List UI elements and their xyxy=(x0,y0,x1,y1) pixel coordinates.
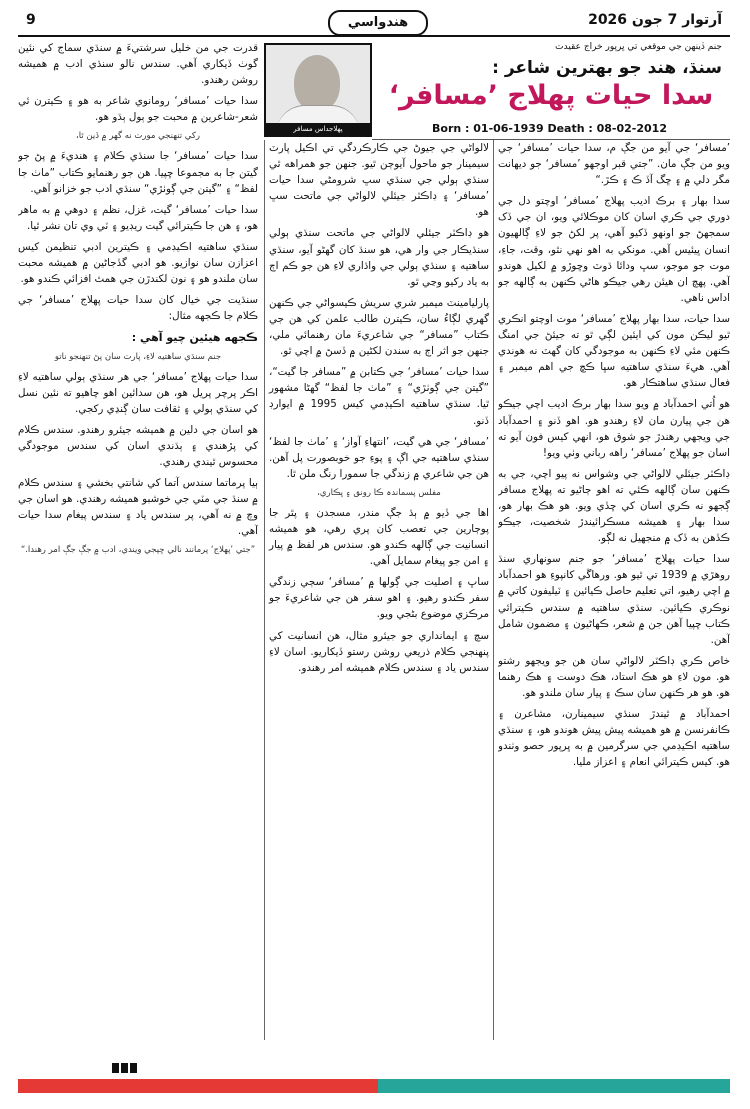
paragraph: سدا حيات، سدا بهار پهلاج ’مسافر‘ موت اوچتو انڪري ٿيو ليڪن مون کي ايئين لڳي ٿو ته جيئڻ جي امنگ ڪنهن مئي لاءِ ڪنهن به موجودگي کان گهٽ نه هوندي آهي. هيءَ سنڌي ساهتيه سڀا ڪڇ جي اهم ميمبر ۽ فعال سنڌي ساهتڪار هو. xyxy=(498,312,730,390)
paragraph: سدا حيات ’مسافر‘ رومانوي شاعر به هو ۽ ڪيترن ئي شعر-شاعرين ۾ محبت جو ٻول ٻڌو هو. xyxy=(18,95,258,124)
photo-caption: پهلاجداس مسافر xyxy=(266,123,370,135)
paragraph: ساڀ ۽ اصليت جي ڳولها ۾ ’مسافر‘ سڄي زندگي سفر ڪندو رهيو. ۽ اهو سفر هن جي شاعريءَ جو مرڪزي موضوع بڻجي ويو. xyxy=(269,576,489,621)
paragraph: سچ ۽ ايمانداري جو جيئرو مثال، هن انسانيت کي پنهنجي ڪلام ذريعي روشن رستو ڏيکاريو. اسان لاءِ سندس ياد ۽ سندس ڪلام هميشه امر رهندو. xyxy=(269,629,489,674)
end-mark-icon xyxy=(112,1058,142,1068)
issue-date: آرتوار 7 جون 2026 xyxy=(588,12,722,28)
paragraph: ٻيا پرماتما سندس آتما کي شانتي بخشي ۽ سندس ڪلام ۾ سنڌ جي مٽي جي خوشبو هميشه رهندي. هو اسان جي وچ ۾ نه آهي، پر سندس ياد ۽ سندس پيغام سدا حيات آهي. xyxy=(18,477,258,538)
paragraph: قدرت جي من خليل سرشتيءَ ۾ سنڌي سماج کي نئين گوٺ ڏيکاري آهي. سندس نالو سنڌي ادب ۾ هميشه روشن رهندو. xyxy=(18,42,258,87)
article-headline: سدا حيات پهلاج ’مسافر‘ xyxy=(388,80,714,111)
article-kicker: جنم ڏينهن جي موقعي تي ڀرپور خراج عقيدت xyxy=(555,42,722,52)
footer-red-stripe xyxy=(18,1079,378,1093)
paragraph: ڊاڪٽر جيئلي لالواڻي جي وشواس نه پيو اچي، جي به ڪنهن سان ڳالهه ڪئي ته اهو ڄاڻيو ته پهلاج مسافر ڳجهو نه ڪري اسان کي ڇڏي ويو. هو هڪ بهار هو، سدا بهار ۽ هميشه مسڪرائيندڙ شخصيت، جيڪو ڪڏهن به ڏک ۾ منجهيل نه لڳو. xyxy=(498,467,730,545)
article-title: سنڌ، هند جو بهترين شاعر : xyxy=(492,58,722,78)
paragraph: اها جي ڏيو ۾ ٻڌ جڳ مندر، مسجدن ۽ پٿر جا پوڄارين جي تعصب کان پري رهي، هو هميشه انسانيت جي ڳالهه ڪندو هو. سندس هر لفظ ۾ پيار ۽ امن جو پيغام سمايل آهي. xyxy=(269,506,489,568)
paragraph: سنڌيت جي خيال کان سدا حيات پهلاج ’مسافر‘ جي ڪلام جا ڪجهه مثال: xyxy=(18,294,258,323)
paragraph: سدا بهار ۽ برڪ اديب پهلاج ’مسافر‘ اوچتو دل جي دوري جي ڪري اسان کان موڪلائي ويو، ان جي ڏک سمجهڻ جو اونهو ڏکيو آهي، پر لکڻ جو لاءِ ڳالهيون انسان ڀيئيس آهي. مونکي به اهو نهي نٿو، وقت، جاءِ، موت جو موجو، سڀ ودائا ڌوٽ وڇوڙو ۾ لکيل هوندو آهي. پهچ ان هيئن رهي جيڪو هاڻي ڪنهن به ڳالهه جو اداس ناهي. xyxy=(498,195,730,304)
paragraph: هو ڊاڪٽر جيئلي لالواڻي جي ماتحت سنڌي ٻولي سنڌيڪار جي وار هي، هو سنڌ کان گهڻو آيو، سنڌي ساهتيه ۽ سنڌي ٻولي جي واڌاري لاءِ هن جو ڪم اڄ به ياد رکيو وڃي ٿو. xyxy=(269,227,489,288)
paragraph: احمدآباد ۾ ٿيندڙ سنڌي سيمينارن، مشاعرن ۽ ڪانفرنسن ۾ هو هميشه پيش پيش هوندو هو، ۽ سنڌي ساهتيه اڪيڊمي جي سرگرمين ۾ به ڀرپور حصو وٺندو هو. کيس ڪيترائي انعام ۽ اعزاز مليا. xyxy=(498,708,730,769)
header-rule xyxy=(18,35,730,37)
paragraph: ’مسافر‘ جي هي گيت، ’انتهاءِ آواز‘ ۽ ’ماٺ جا لفظ‘ سنڌي ساهتيه جي اڳ ۽ پوءِ جو خوبصورت پل آهن. هن جي شاعري ۾ زندگي جا سمورا رنگ ملن ٿا. xyxy=(269,435,489,480)
verse-note: رکي تنهنجي مورت نه گهر ۾ ڏين ٿا، xyxy=(75,131,201,142)
footer-teal-stripe xyxy=(378,1079,730,1093)
column-right xyxy=(498,140,730,1040)
paragraph: پارليامينٽ ميمبر شري سريش ڪيسواڻي جي ڪنهن گهري لڳاءُ سان، ڪيترن طالب علمن کي هن جي ڪتاب ”مسافر“ جي شاعريءَ مان رهنمائي ملي، جنهن جو اثر اڄ به سندن لکڻين ۾ ڏسڻ ۾ اچي ٿو. xyxy=(269,296,489,358)
closing-quote: ”جتي ’پهلاج‘ پرمانند نالي ڇپجي ويندي، ادب ۾ جڳ جڳ امر رهندا.“ xyxy=(20,545,256,556)
paragraph: سدا حيات ’مسافر‘ جا سنڌي ڪلام ۽ هنديءَ ۾ پڻ جو گيتن جا به مجموعا ڇپيا. هن جو رهنمايو ڪتاب ”ماٺ جا لفظ“ ۽ ”گيتن جي ڳوٺڙي“ سنڌي ادب جو خزانو آهي. xyxy=(18,150,258,195)
paragraph: لالواڻي جي جيوڻ جي ڪارڪردگي تي اڪيل پارٽ سيمينار جو ماحول آيوڄن ٿيو. جنهن جو همراهه ٿي سنڌي ٻولي جي سنڌي سڀ شرومڻي سدا حيات ’مسافر‘ ۽ ڊاڪٽر جيئلي لالواڻي جي ماتحت سڀ هو. xyxy=(269,142,489,219)
column-middle xyxy=(264,140,494,1040)
portrait-photo xyxy=(264,43,372,137)
paragraph: سدا حيات ’مسافر‘ جي ڪتابن ۾ ”مسافر جا گيت“، ”گيتن جي ڳوٺڙي“ ۽ ”ماٺ جا لفظ“ گهڻا مشهور ٿيا. سنڌي ساهتيه اڪيڊمي کيس 1995 ۾ ايوارڊ ڏنو. xyxy=(269,366,489,427)
paragraph: خاص ڪري ڊاڪٽر لالواڻي سان هن جو ويجهو رشتو هو. مون لاءِ هو هڪ استاد، هڪ دوست ۽ هڪ رهنما هو. هو هر ڪنهن سان سڪ ۽ پيار سان ملندو هو. xyxy=(498,654,730,699)
subheading: ڪجهه هيئين چيو آهي : xyxy=(131,331,258,345)
portrait-face xyxy=(294,55,340,111)
paragraph: ’مسافر‘ جي آيو من جڳ م، سدا حيات ’مسافر‘ جي ويو من جڳ مان. ”جتي قبر اوجهو ’مسافر‘ جو ديهانت مگر دلي ۾ ۽ ڇگ آڏ ڪ ۽ ڪڙ.“ xyxy=(498,142,730,187)
paragraph: سنڌي ساهتيه اڪيڊمي ۽ ڪيترين ادبي تنظيمن کيس اعزازن سان نوازيو. هو ادبي گڏجاڻين ۾ هميشه محبت سان ملندو هو ۽ نون لکندڙن جي همٿ افزائي ڪندو هو. xyxy=(18,240,258,286)
page-number: 9 xyxy=(26,12,36,28)
paragraph: سدا حيات پهلاج ’مسافر‘ جي هر سنڌي ٻولي ساهتيه لاءِ اڪر پرچر پريل هو، هن سدائين اهو چاهيو ته نئين نسل کي سنڌي ٻولي ۽ ثقافت سان ڳنڍي رکجي. xyxy=(18,370,258,415)
article-title-block xyxy=(372,40,730,140)
newspaper-logo: هندواسي xyxy=(328,10,428,36)
verse-note: مفلس پسماندہ ڪا رونق ۽ ڀڪاري، xyxy=(317,487,441,498)
birth-death-dates: Born : 01-06-1939 Death : 08-02-2012 xyxy=(432,122,667,135)
footer-bar xyxy=(18,1079,730,1093)
verse-note: جنم سنڌي ساهتيه لاءِ، پارت سان پڻ تنهنجو ناتو xyxy=(54,351,222,362)
paragraph: سدا حيات پهلاج ’مسافر‘ جو جنم سونهاري سنڌ روهڙي ۾ 1939 تي ٿيو هو. ورهاڱي کانپوءِ هو احمدآباد ۾ اچي رهيو، اتي تعليم حاصل ڪيائين ۽ ٽيليفون کاتي ۾ نوڪري ڪيائين. سنڌي ساهتيه ۾ سندس ڪيترائي ڪتاب ڇپيا آهن جن ۾ شعر، ڪهاڻيون ۽ مضمون شامل آهن. xyxy=(498,553,730,646)
paragraph: هو اُتي احمدآباد ۾ ويو سدا بهار برڪ اديب اچي جيڪو هن جي پيارن مان لاءِ رهندو هو. اهو ڏنو ۽ احمدآباد جي ويجهي رهندڙ جو شوق هو، انهي کيس فون آيو ته اسان جو پهلاج ’مسافر‘ راهه رباني وٺي ويو! xyxy=(498,398,730,459)
paragraph: سدا حيات ’مسافر‘ گيت، غزل، نظم ۽ دوهي ۾ به ماهر هو، ۽ هن جا ڪيترائي گيت ريڊيو ۽ ٽي وي تان نشر ٿيا. xyxy=(18,203,258,232)
page-header xyxy=(18,8,730,38)
column-left xyxy=(18,40,258,1040)
paragraph: هو اسان جي دلين ۾ هميشه جيئرو رهندو. سندس ڪلام کي پڙهندي ۽ ٻڌندي اسان کي سندس موجودگي محسوس ٿيندي رهندي. xyxy=(18,423,258,468)
